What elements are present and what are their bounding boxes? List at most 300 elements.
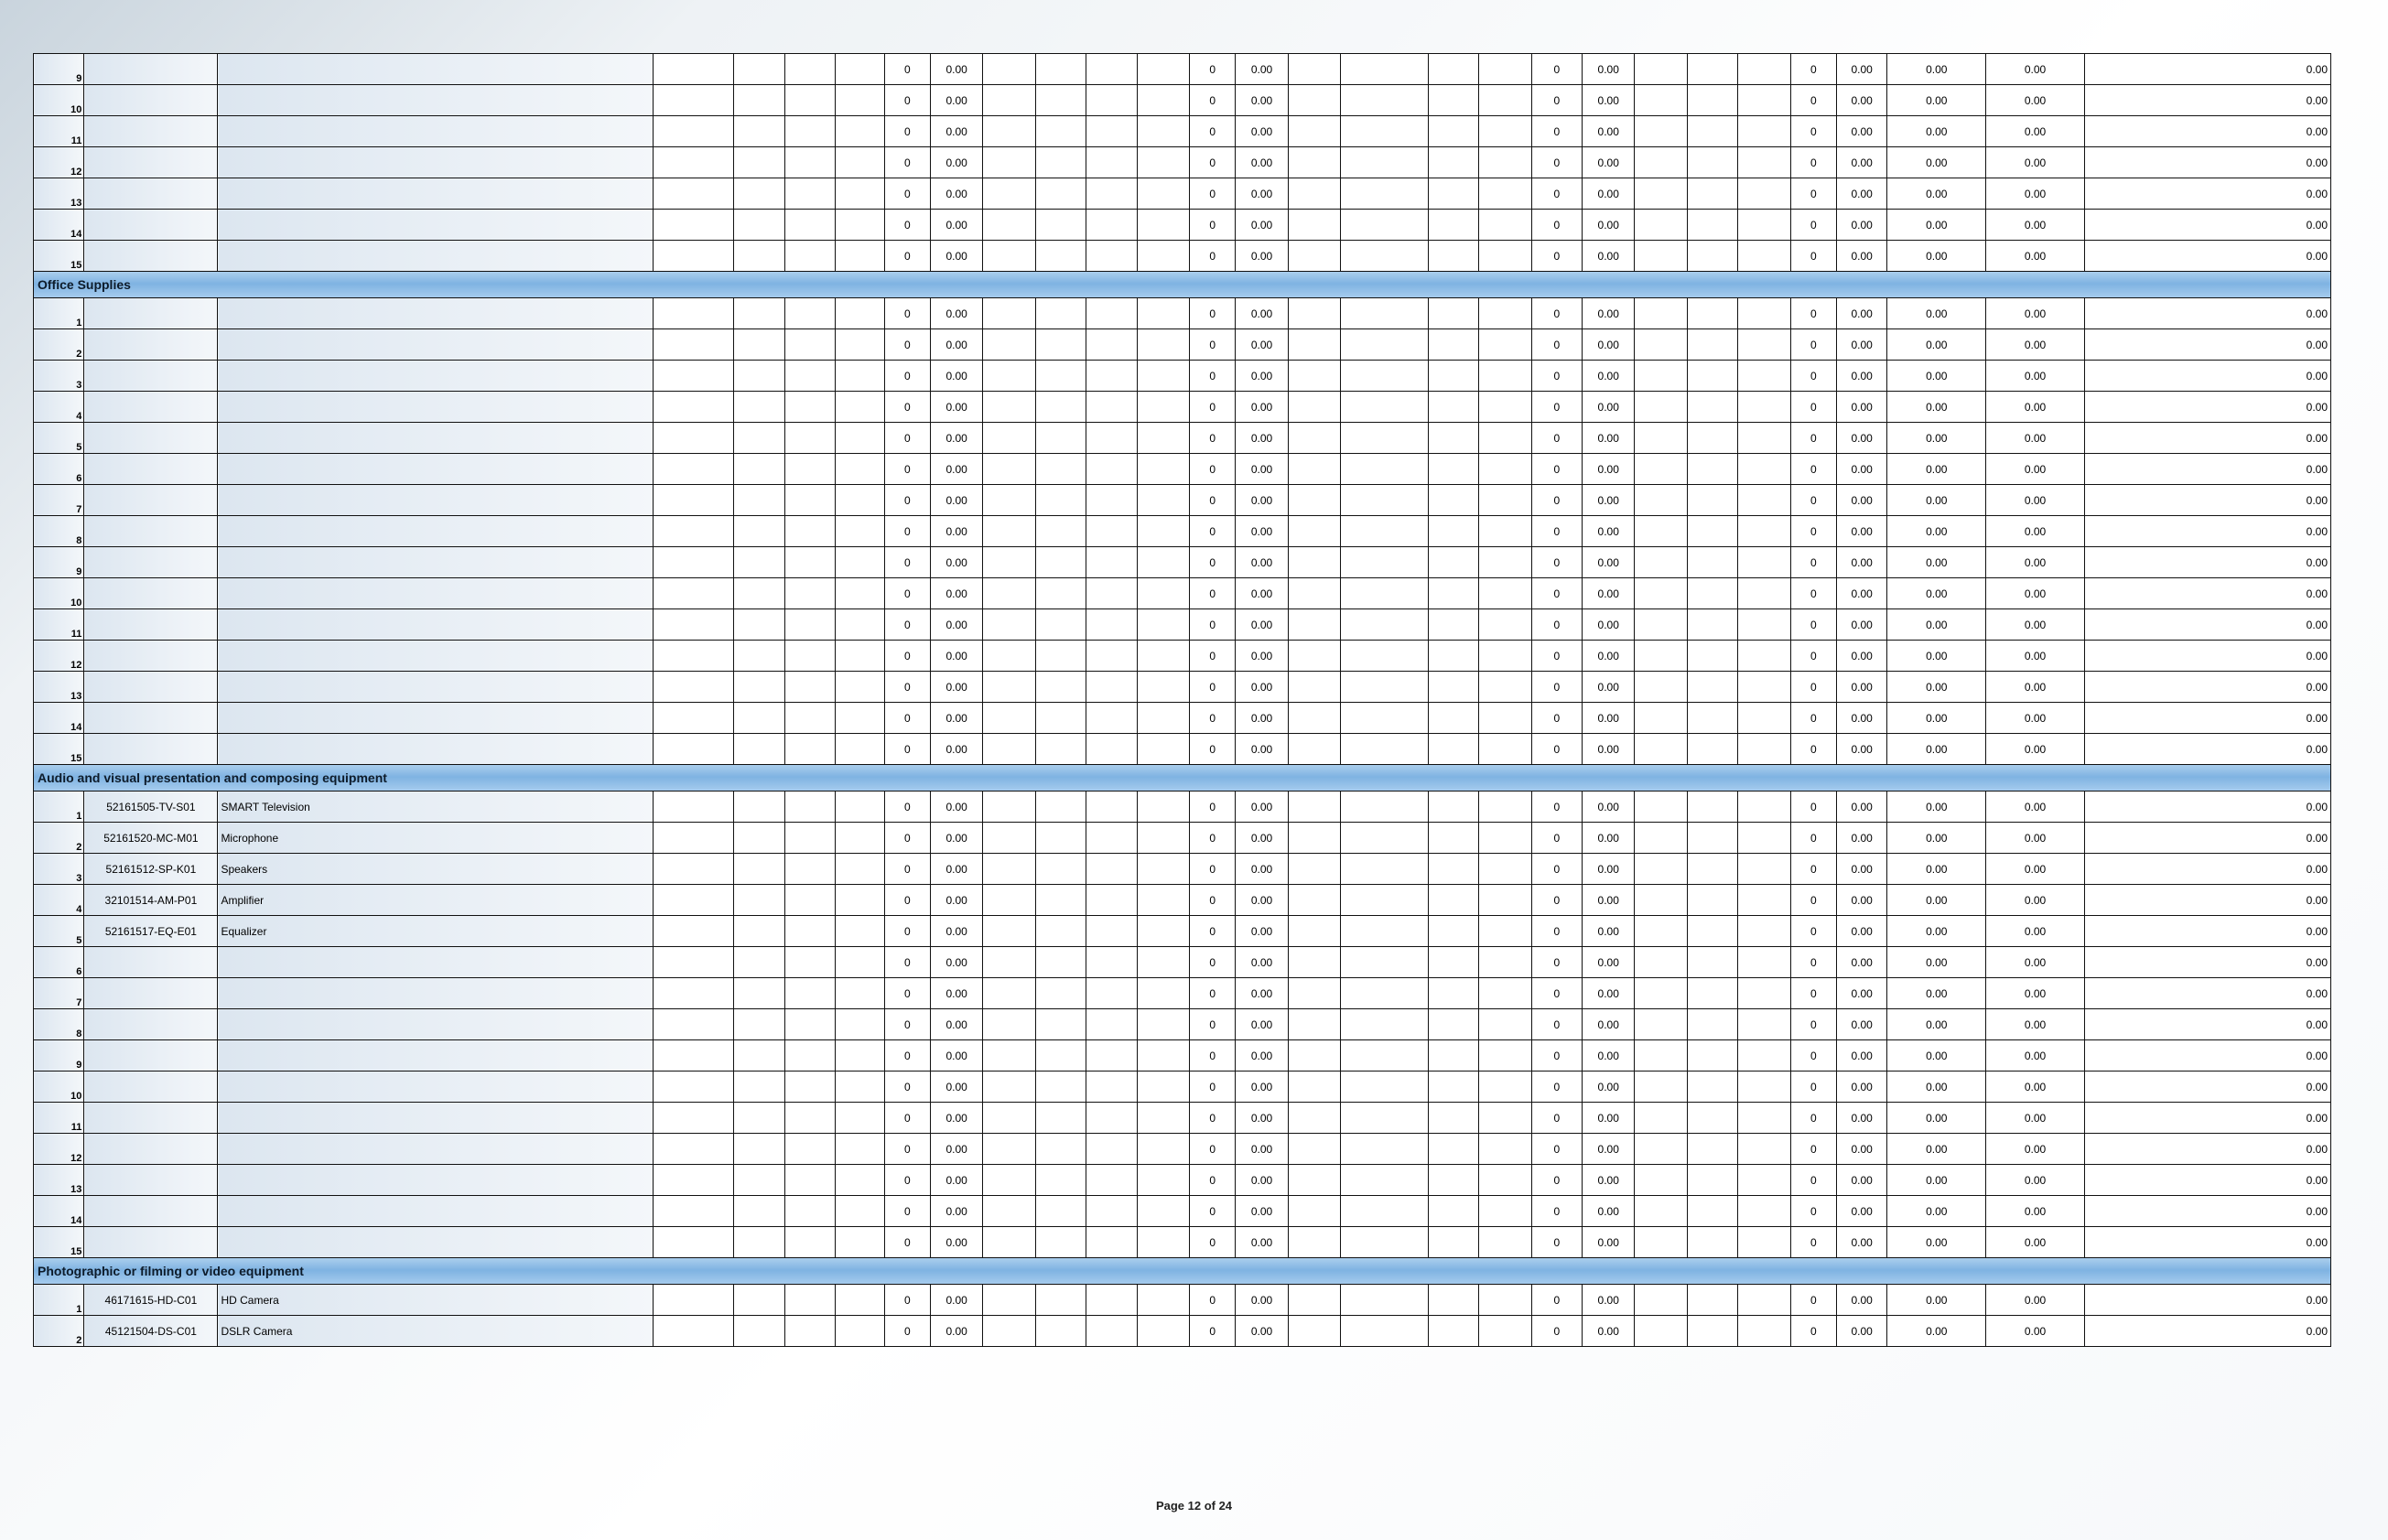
empty-cell	[1635, 361, 1687, 392]
item-description	[218, 298, 653, 329]
amount-cell: 0.00	[1836, 361, 1886, 392]
item-description: Microphone	[218, 823, 653, 854]
empty-cell	[983, 423, 1035, 454]
empty-cell	[836, 978, 884, 1009]
empty-cell	[1479, 1072, 1531, 1103]
amount-cell: 0.00	[1583, 1134, 1635, 1165]
total-cell: 0.00	[1986, 1285, 2085, 1316]
amount-cell: 0.00	[1836, 147, 1886, 178]
amount-cell: 0.00	[1583, 1103, 1635, 1134]
empty-cell	[1635, 609, 1687, 641]
empty-cell	[1479, 672, 1531, 703]
row-number: 14	[34, 703, 84, 734]
empty-cell	[1035, 978, 1086, 1009]
grand-total-cell: 0.00	[2084, 578, 2330, 609]
empty-cell	[1635, 1072, 1687, 1103]
amount-cell: 0.00	[1836, 1103, 1886, 1134]
empty-cell	[1635, 1165, 1687, 1196]
total-cell: 0.00	[1986, 1227, 2085, 1258]
item-description	[218, 1072, 653, 1103]
empty-cell	[836, 916, 884, 947]
empty-cell	[1288, 641, 1340, 672]
item-description: Amplifier	[218, 885, 653, 916]
grand-total-cell: 0.00	[2084, 1009, 2330, 1040]
empty-cell	[1635, 916, 1687, 947]
quantity-cell: 0	[1531, 1040, 1582, 1072]
empty-cell	[1635, 178, 1687, 210]
quantity-cell: 0	[1531, 641, 1582, 672]
empty-cell	[1137, 116, 1189, 147]
amount-cell: 0.00	[1583, 485, 1635, 516]
quantity-cell: 0	[1189, 1165, 1235, 1196]
quantity-cell: 0	[1531, 1227, 1582, 1258]
total-cell: 0.00	[1986, 703, 2085, 734]
empty-cell	[784, 885, 835, 916]
amount-cell: 0.00	[1236, 885, 1288, 916]
item-code	[84, 1040, 218, 1072]
item-code	[84, 609, 218, 641]
item-description	[218, 241, 653, 272]
total-cell: 0.00	[1986, 54, 2085, 85]
quantity-cell: 0	[1531, 947, 1582, 978]
total-cell: 0.00	[1887, 1009, 1986, 1040]
empty-cell	[1687, 792, 1737, 823]
empty-cell	[1479, 734, 1531, 765]
item-description	[218, 147, 653, 178]
quantity-cell: 0	[884, 854, 930, 885]
empty-cell	[1035, 85, 1086, 116]
empty-cell	[1137, 329, 1189, 361]
empty-cell	[836, 392, 884, 423]
total-cell: 0.00	[1986, 823, 2085, 854]
empty-cell	[1341, 210, 1429, 241]
empty-cell	[1428, 947, 1478, 978]
amount-cell: 0.00	[1236, 116, 1288, 147]
empty-cell	[1341, 1134, 1429, 1165]
amount-cell: 0.00	[1236, 1285, 1288, 1316]
empty-cell	[1479, 454, 1531, 485]
item-code	[84, 1072, 218, 1103]
item-description	[218, 947, 653, 978]
amount-cell: 0.00	[1236, 1009, 1288, 1040]
empty-cell	[1687, 947, 1737, 978]
empty-cell	[653, 516, 734, 547]
amount-cell: 0.00	[1236, 947, 1288, 978]
table-row	[34, 454, 2331, 485]
item-code	[84, 329, 218, 361]
empty-cell	[836, 947, 884, 978]
quantity-cell: 0	[1531, 241, 1582, 272]
empty-cell	[784, 1285, 835, 1316]
quantity-cell: 0	[1790, 454, 1836, 485]
empty-cell	[1738, 1103, 1790, 1134]
empty-cell	[1738, 361, 1790, 392]
amount-cell: 0.00	[1836, 792, 1886, 823]
empty-cell	[1687, 854, 1737, 885]
empty-cell	[1479, 703, 1531, 734]
empty-cell	[653, 672, 734, 703]
item-code	[84, 116, 218, 147]
quantity-cell: 0	[1189, 672, 1235, 703]
empty-cell	[983, 978, 1035, 1009]
row-number: 12	[34, 147, 84, 178]
empty-cell	[1738, 454, 1790, 485]
quantity-cell: 0	[884, 978, 930, 1009]
amount-cell: 0.00	[930, 672, 982, 703]
empty-cell	[1479, 1103, 1531, 1134]
empty-cell	[1137, 241, 1189, 272]
item-description	[218, 1009, 653, 1040]
grand-total-cell: 0.00	[2084, 547, 2330, 578]
item-code	[84, 1134, 218, 1165]
empty-cell	[1428, 85, 1478, 116]
item-code	[84, 485, 218, 516]
empty-cell	[1428, 792, 1478, 823]
empty-cell	[1479, 485, 1531, 516]
empty-cell	[983, 454, 1035, 485]
amount-cell: 0.00	[930, 547, 982, 578]
section-title: Office Supplies	[34, 272, 2331, 298]
table-row	[34, 885, 2331, 916]
empty-cell	[1428, 1316, 1478, 1347]
empty-cell	[1738, 1009, 1790, 1040]
empty-cell	[784, 672, 835, 703]
quantity-cell: 0	[884, 147, 930, 178]
empty-cell	[1288, 329, 1340, 361]
empty-cell	[653, 454, 734, 485]
quantity-cell: 0	[884, 1134, 930, 1165]
total-cell: 0.00	[1986, 1196, 2085, 1227]
empty-cell	[1428, 516, 1478, 547]
empty-cell	[1738, 792, 1790, 823]
empty-cell	[1137, 823, 1189, 854]
grand-total-cell: 0.00	[2084, 609, 2330, 641]
grand-total-cell: 0.00	[2084, 792, 2330, 823]
empty-cell	[1288, 1196, 1340, 1227]
page-number: Page 12 of 24	[1155, 1499, 1233, 1513]
row-number: 8	[34, 516, 84, 547]
empty-cell	[1341, 1227, 1429, 1258]
amount-cell: 0.00	[1236, 1072, 1288, 1103]
empty-cell	[1086, 641, 1137, 672]
empty-cell	[784, 1165, 835, 1196]
empty-cell	[1479, 947, 1531, 978]
quantity-cell: 0	[1531, 54, 1582, 85]
empty-cell	[1035, 885, 1086, 916]
empty-cell	[1635, 578, 1687, 609]
amount-cell: 0.00	[1236, 1040, 1288, 1072]
amount-cell: 0.00	[1836, 1316, 1886, 1347]
total-cell: 0.00	[1887, 1316, 1986, 1347]
empty-cell	[836, 609, 884, 641]
empty-cell	[1635, 947, 1687, 978]
amount-cell: 0.00	[1836, 1040, 1886, 1072]
grand-total-cell: 0.00	[2084, 947, 2330, 978]
item-code: 52161512-SP-K01	[84, 854, 218, 885]
table-row	[34, 609, 2331, 641]
row-number: 11	[34, 1103, 84, 1134]
empty-cell	[1086, 147, 1137, 178]
item-description	[218, 210, 653, 241]
empty-cell	[1687, 454, 1737, 485]
grand-total-cell: 0.00	[2084, 1285, 2330, 1316]
empty-cell	[653, 1009, 734, 1040]
total-cell: 0.00	[1887, 734, 1986, 765]
total-cell: 0.00	[1986, 792, 2085, 823]
quantity-cell: 0	[1531, 392, 1582, 423]
empty-cell	[1288, 361, 1340, 392]
total-cell: 0.00	[1986, 116, 2085, 147]
amount-cell: 0.00	[930, 978, 982, 1009]
empty-cell	[1635, 392, 1687, 423]
empty-cell	[1687, 578, 1737, 609]
empty-cell	[836, 547, 884, 578]
empty-cell	[836, 1196, 884, 1227]
section-header-row	[34, 272, 2331, 298]
amount-cell: 0.00	[930, 210, 982, 241]
row-number: 5	[34, 423, 84, 454]
empty-cell	[1035, 241, 1086, 272]
amount-cell: 0.00	[1836, 916, 1886, 947]
quantity-cell: 0	[1790, 85, 1836, 116]
amount-cell: 0.00	[1236, 1165, 1288, 1196]
empty-cell	[1035, 1103, 1086, 1134]
amount-cell: 0.00	[930, 916, 982, 947]
empty-cell	[1687, 1227, 1737, 1258]
total-cell: 0.00	[1986, 298, 2085, 329]
empty-cell	[1687, 298, 1737, 329]
empty-cell	[1428, 734, 1478, 765]
empty-cell	[1137, 1103, 1189, 1134]
empty-cell	[836, 85, 884, 116]
empty-cell	[1035, 516, 1086, 547]
empty-cell	[1687, 392, 1737, 423]
empty-cell	[1428, 854, 1478, 885]
table-row	[34, 641, 2331, 672]
quantity-cell: 0	[884, 423, 930, 454]
amount-cell: 0.00	[1583, 547, 1635, 578]
amount-cell: 0.00	[930, 1103, 982, 1134]
empty-cell	[836, 1316, 884, 1347]
item-code: 52161520-MC-M01	[84, 823, 218, 854]
empty-cell	[734, 147, 784, 178]
quantity-cell: 0	[1531, 1196, 1582, 1227]
empty-cell	[1288, 85, 1340, 116]
empty-cell	[653, 54, 734, 85]
quantity-cell: 0	[1790, 1165, 1836, 1196]
empty-cell	[653, 547, 734, 578]
quantity-cell: 0	[884, 641, 930, 672]
empty-cell	[1687, 1134, 1737, 1165]
empty-cell	[734, 1134, 784, 1165]
amount-cell: 0.00	[930, 1285, 982, 1316]
item-code: 46171615-HD-C01	[84, 1285, 218, 1316]
empty-cell	[653, 578, 734, 609]
total-cell: 0.00	[1887, 116, 1986, 147]
total-cell: 0.00	[1887, 361, 1986, 392]
item-description	[218, 1227, 653, 1258]
empty-cell	[1086, 947, 1137, 978]
item-description	[218, 361, 653, 392]
total-cell: 0.00	[1887, 823, 1986, 854]
table-row	[34, 703, 2331, 734]
empty-cell	[836, 54, 884, 85]
empty-cell	[734, 885, 784, 916]
total-cell: 0.00	[1986, 329, 2085, 361]
row-number: 3	[34, 854, 84, 885]
empty-cell	[1288, 1040, 1340, 1072]
empty-cell	[1288, 978, 1340, 1009]
empty-cell	[1341, 916, 1429, 947]
quantity-cell: 0	[1790, 854, 1836, 885]
amount-cell: 0.00	[1583, 423, 1635, 454]
total-cell: 0.00	[1887, 298, 1986, 329]
empty-cell	[653, 178, 734, 210]
quantity-cell: 0	[1790, 241, 1836, 272]
empty-cell	[983, 392, 1035, 423]
empty-cell	[1288, 947, 1340, 978]
empty-cell	[784, 116, 835, 147]
empty-cell	[983, 1103, 1035, 1134]
empty-cell	[1137, 298, 1189, 329]
empty-cell	[1086, 361, 1137, 392]
item-description: Speakers	[218, 854, 653, 885]
empty-cell	[1341, 1165, 1429, 1196]
amount-cell: 0.00	[930, 298, 982, 329]
table-row	[34, 916, 2331, 947]
empty-cell	[983, 1316, 1035, 1347]
empty-cell	[1687, 1072, 1737, 1103]
table-row	[34, 854, 2331, 885]
total-cell: 0.00	[1986, 578, 2085, 609]
quantity-cell: 0	[1531, 116, 1582, 147]
row-number: 13	[34, 672, 84, 703]
empty-cell	[1086, 454, 1137, 485]
quantity-cell: 0	[884, 1165, 930, 1196]
quantity-cell: 0	[884, 329, 930, 361]
empty-cell	[1035, 734, 1086, 765]
empty-cell	[1479, 1134, 1531, 1165]
empty-cell	[1288, 609, 1340, 641]
empty-cell	[784, 823, 835, 854]
amount-cell: 0.00	[1583, 978, 1635, 1009]
amount-cell: 0.00	[1236, 1134, 1288, 1165]
empty-cell	[1137, 1134, 1189, 1165]
amount-cell: 0.00	[1583, 916, 1635, 947]
total-cell: 0.00	[1986, 1040, 2085, 1072]
empty-cell	[734, 1165, 784, 1196]
quantity-cell: 0	[1790, 916, 1836, 947]
quantity-cell: 0	[1189, 54, 1235, 85]
quantity-cell: 0	[1531, 210, 1582, 241]
table-row	[34, 734, 2331, 765]
empty-cell	[1738, 329, 1790, 361]
amount-cell: 0.00	[930, 116, 982, 147]
empty-cell	[1288, 672, 1340, 703]
row-number: 5	[34, 916, 84, 947]
grand-total-cell: 0.00	[2084, 978, 2330, 1009]
item-code	[84, 210, 218, 241]
empty-cell	[784, 703, 835, 734]
empty-cell	[1137, 672, 1189, 703]
amount-cell: 0.00	[1236, 392, 1288, 423]
quantity-cell: 0	[884, 1227, 930, 1258]
empty-cell	[1428, 1072, 1478, 1103]
empty-cell	[983, 578, 1035, 609]
empty-cell	[1086, 1134, 1137, 1165]
empty-cell	[1687, 178, 1737, 210]
empty-cell	[1738, 178, 1790, 210]
empty-cell	[836, 1165, 884, 1196]
empty-cell	[734, 1103, 784, 1134]
amount-cell: 0.00	[1583, 823, 1635, 854]
quantity-cell: 0	[1189, 609, 1235, 641]
empty-cell	[1137, 423, 1189, 454]
empty-cell	[1428, 885, 1478, 916]
empty-cell	[1341, 703, 1429, 734]
amount-cell: 0.00	[930, 241, 982, 272]
empty-cell	[1428, 823, 1478, 854]
grand-total-cell: 0.00	[2084, 1227, 2330, 1258]
empty-cell	[1035, 361, 1086, 392]
empty-cell	[1035, 1009, 1086, 1040]
quantity-cell: 0	[884, 1196, 930, 1227]
empty-cell	[1086, 485, 1137, 516]
empty-cell	[1428, 392, 1478, 423]
empty-cell	[653, 1165, 734, 1196]
empty-cell	[784, 1009, 835, 1040]
empty-cell	[1035, 298, 1086, 329]
total-cell: 0.00	[1887, 885, 1986, 916]
quantity-cell: 0	[1790, 147, 1836, 178]
amount-cell: 0.00	[1836, 423, 1886, 454]
empty-cell	[1428, 454, 1478, 485]
item-description	[218, 734, 653, 765]
item-code	[84, 578, 218, 609]
item-code	[84, 241, 218, 272]
empty-cell	[1635, 485, 1687, 516]
empty-cell	[836, 1285, 884, 1316]
empty-cell	[983, 85, 1035, 116]
empty-cell	[836, 329, 884, 361]
empty-cell	[1687, 978, 1737, 1009]
amount-cell: 0.00	[1583, 116, 1635, 147]
empty-cell	[836, 885, 884, 916]
section-title: Audio and visual presentation and composing equipment	[34, 765, 2331, 792]
row-number: 12	[34, 641, 84, 672]
total-cell: 0.00	[1887, 1134, 1986, 1165]
grand-total-cell: 0.00	[2084, 423, 2330, 454]
total-cell: 0.00	[1887, 454, 1986, 485]
grand-total-cell: 0.00	[2084, 823, 2330, 854]
empty-cell	[734, 854, 784, 885]
empty-cell	[784, 298, 835, 329]
empty-cell	[1687, 609, 1737, 641]
empty-cell	[1428, 361, 1478, 392]
empty-cell	[983, 329, 1035, 361]
grand-total-cell: 0.00	[2084, 178, 2330, 210]
table-row	[34, 792, 2331, 823]
quantity-cell: 0	[1189, 298, 1235, 329]
empty-cell	[1086, 792, 1137, 823]
empty-cell	[784, 854, 835, 885]
item-code	[84, 392, 218, 423]
item-code	[84, 1227, 218, 1258]
empty-cell	[1341, 392, 1429, 423]
empty-cell	[1687, 672, 1737, 703]
quantity-cell: 0	[1790, 578, 1836, 609]
empty-cell	[1035, 703, 1086, 734]
